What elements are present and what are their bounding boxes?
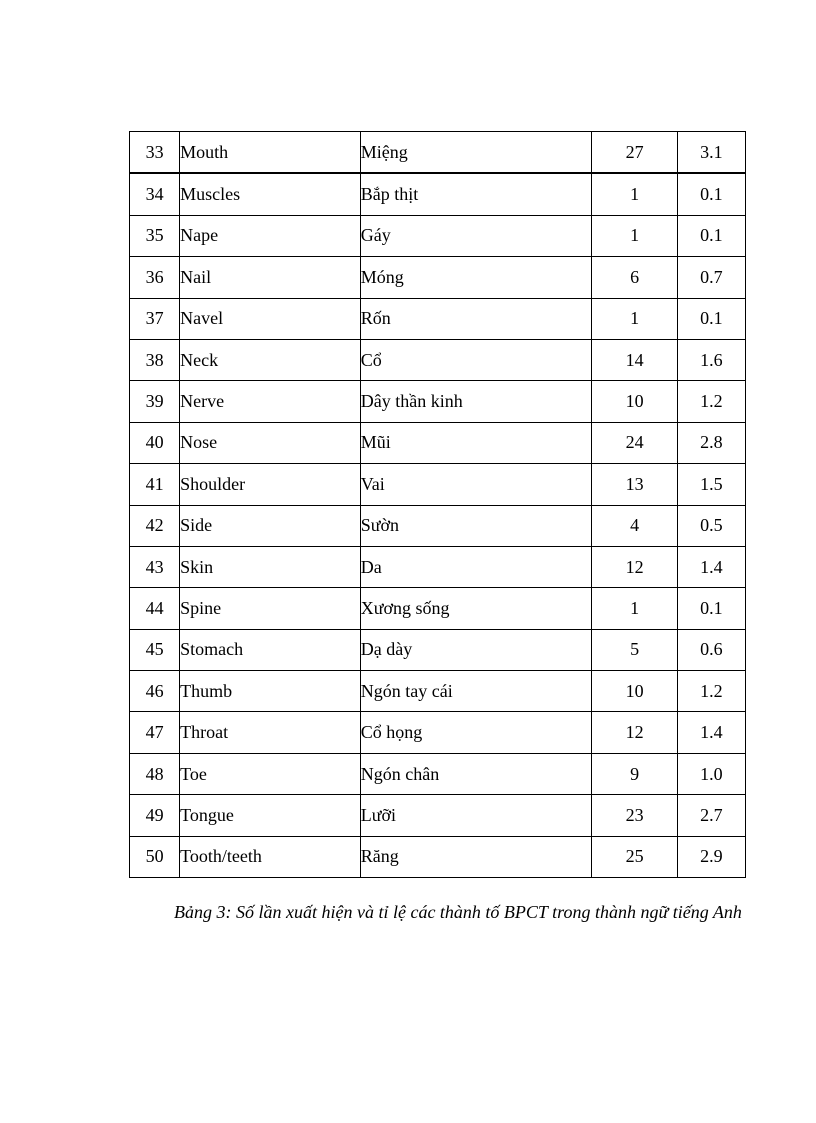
row-number-cell: 49	[130, 795, 180, 836]
english-term-cell: Navel	[180, 298, 361, 339]
english-term-cell: Muscles	[180, 173, 361, 215]
body-part-frequency-table	[129, 131, 746, 878]
occurrence-count-cell: 4	[592, 505, 677, 546]
vietnamese-term-cell: Răng	[360, 836, 592, 877]
occurrence-count-cell: 1	[592, 173, 677, 215]
table-row	[130, 629, 746, 670]
row-number-cell: 33	[130, 132, 180, 174]
vietnamese-term-cell: Da	[360, 546, 592, 587]
percentage-cell: 0.1	[677, 298, 745, 339]
occurrence-count-cell: 25	[592, 836, 677, 877]
english-term-cell: Toe	[180, 753, 361, 794]
table-caption: Bảng 3: Số lần xuất hiện và tỉ lệ các thành tố BPCT trong thành ngữ tiếng Anh	[174, 902, 742, 922]
percentage-cell: 1.2	[677, 671, 745, 712]
table-row	[130, 173, 746, 215]
occurrence-count-cell: 10	[592, 671, 677, 712]
vietnamese-term-cell: Miệng	[360, 132, 592, 174]
row-number-cell: 50	[130, 836, 180, 877]
table-row	[130, 546, 746, 587]
english-term-cell: Stomach	[180, 629, 361, 670]
english-term-cell: Throat	[180, 712, 361, 753]
row-number-cell: 37	[130, 298, 180, 339]
occurrence-count-cell: 5	[592, 629, 677, 670]
table-row	[130, 215, 746, 256]
vietnamese-term-cell: Rốn	[360, 298, 592, 339]
english-term-cell: Skin	[180, 546, 361, 587]
percentage-cell: 0.6	[677, 629, 745, 670]
percentage-cell: 0.1	[677, 215, 745, 256]
vietnamese-term-cell: Móng	[360, 257, 592, 298]
table-row	[130, 795, 746, 836]
row-number-cell: 38	[130, 339, 180, 380]
occurrence-count-cell: 9	[592, 753, 677, 794]
english-term-cell: Shoulder	[180, 464, 361, 505]
percentage-cell: 0.1	[677, 173, 745, 215]
occurrence-count-cell: 12	[592, 712, 677, 753]
vietnamese-term-cell: Cổ	[360, 339, 592, 380]
english-term-cell: Tooth/teeth	[180, 836, 361, 877]
vietnamese-term-cell: Xương sống	[360, 588, 592, 629]
percentage-cell: 3.1	[677, 132, 745, 174]
vietnamese-term-cell: Gáy	[360, 215, 592, 256]
vietnamese-term-cell: Mũi	[360, 422, 592, 463]
table-row	[130, 132, 746, 174]
occurrence-count-cell: 1	[592, 215, 677, 256]
vietnamese-term-cell: Lưỡi	[360, 795, 592, 836]
english-term-cell: Tongue	[180, 795, 361, 836]
row-number-cell: 35	[130, 215, 180, 256]
vietnamese-term-cell: Dạ dày	[360, 629, 592, 670]
english-term-cell: Nape	[180, 215, 361, 256]
percentage-cell: 0.1	[677, 588, 745, 629]
row-number-cell: 48	[130, 753, 180, 794]
table-row	[130, 257, 746, 298]
row-number-cell: 34	[130, 173, 180, 215]
vietnamese-term-cell: Dây thần kinh	[360, 381, 592, 422]
percentage-cell: 1.0	[677, 753, 745, 794]
occurrence-count-cell: 6	[592, 257, 677, 298]
occurrence-count-cell: 1	[592, 588, 677, 629]
english-term-cell: Nerve	[180, 381, 361, 422]
table-row	[130, 339, 746, 380]
english-term-cell: Nose	[180, 422, 361, 463]
percentage-cell: 1.6	[677, 339, 745, 380]
percentage-cell: 2.8	[677, 422, 745, 463]
occurrence-count-cell: 13	[592, 464, 677, 505]
english-term-cell: Side	[180, 505, 361, 546]
percentage-cell: 0.7	[677, 257, 745, 298]
percentage-cell: 1.2	[677, 381, 745, 422]
occurrence-count-cell: 12	[592, 546, 677, 587]
table-row	[130, 298, 746, 339]
percentage-cell: 0.5	[677, 505, 745, 546]
vietnamese-term-cell: Vai	[360, 464, 592, 505]
table-row	[130, 464, 746, 505]
percentage-cell: 2.7	[677, 795, 745, 836]
occurrence-count-cell: 23	[592, 795, 677, 836]
table-row	[130, 712, 746, 753]
table-row	[130, 422, 746, 463]
english-term-cell: Thumb	[180, 671, 361, 712]
english-term-cell: Mouth	[180, 132, 361, 174]
vietnamese-term-cell: Sườn	[360, 505, 592, 546]
table-row	[130, 671, 746, 712]
table-row	[130, 381, 746, 422]
row-number-cell: 36	[130, 257, 180, 298]
occurrence-count-cell: 27	[592, 132, 677, 174]
row-number-cell: 44	[130, 588, 180, 629]
vietnamese-term-cell: Cổ họng	[360, 712, 592, 753]
occurrence-count-cell: 24	[592, 422, 677, 463]
row-number-cell: 41	[130, 464, 180, 505]
english-term-cell: Neck	[180, 339, 361, 380]
table-body	[130, 132, 746, 878]
percentage-cell: 1.4	[677, 546, 745, 587]
table-row	[130, 505, 746, 546]
row-number-cell: 46	[130, 671, 180, 712]
row-number-cell: 40	[130, 422, 180, 463]
row-number-cell: 47	[130, 712, 180, 753]
vietnamese-term-cell: Ngón chân	[360, 753, 592, 794]
table-row	[130, 753, 746, 794]
row-number-cell: 39	[130, 381, 180, 422]
occurrence-count-cell: 1	[592, 298, 677, 339]
table-row	[130, 836, 746, 877]
row-number-cell: 42	[130, 505, 180, 546]
row-number-cell: 45	[130, 629, 180, 670]
occurrence-count-cell: 14	[592, 339, 677, 380]
vietnamese-term-cell: Bắp thịt	[360, 173, 592, 215]
percentage-cell: 1.4	[677, 712, 745, 753]
vietnamese-term-cell: Ngón tay cái	[360, 671, 592, 712]
english-term-cell: Spine	[180, 588, 361, 629]
percentage-cell: 1.5	[677, 464, 745, 505]
english-term-cell: Nail	[180, 257, 361, 298]
percentage-cell: 2.9	[677, 836, 745, 877]
occurrence-count-cell: 10	[592, 381, 677, 422]
row-number-cell: 43	[130, 546, 180, 587]
table-row	[130, 588, 746, 629]
